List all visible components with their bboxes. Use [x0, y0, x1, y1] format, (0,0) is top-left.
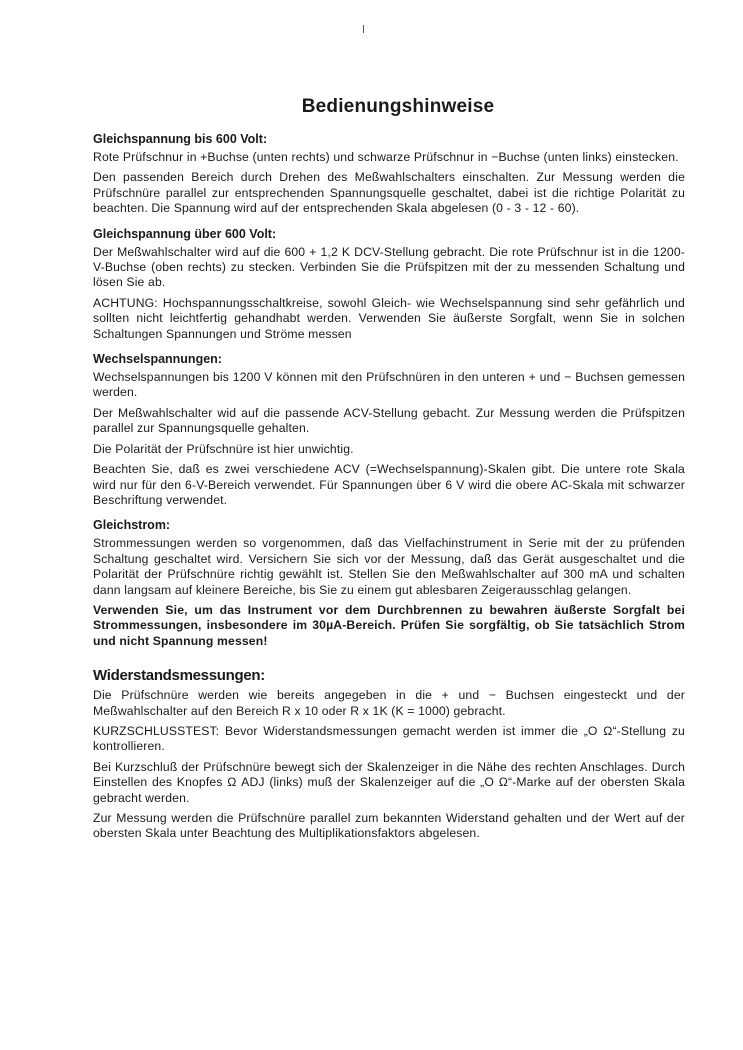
page-title: Bedienungshinweise [301, 96, 495, 117]
paragraph: Rote Prüfschnur in +Buchse (unten rechts) und schwarze Prüfschnur in −Buchse (unten links) einstecken. [93, 150, 679, 164]
paragraph: Die Polarität der Prüfschnüre ist hier unwichtig. [93, 441, 354, 456]
paragraph: Wechselspannungen bis 1200 V können mit den Prüfschnüren in den unteren + und − Buchsen gemessen werden. [93, 370, 685, 400]
paragraph: Zur Messung werden die Prüfschnüre parallel zum bekannten Widerstand gehalten und der Wert auf der obersten Skala unter Beachtung des Multiplikationsfaktors abgelesen. [93, 811, 685, 841]
section-dc-current [93, 518, 685, 649]
section-heading: Gleichstrom: [93, 518, 171, 533]
paragraph: Beachten Sie, daß es zwei verschiedene ACV (=Wechselspannung)-Skalen gibt. Die untere rote Skala wird nur für den 6-V-Bereich verwendet. Für Spannungen über 6 V wird die obere AC-Skala mit schwarzer Beschriftung verwendet. [93, 462, 685, 507]
warning-paragraph: ACHTUNG: Hochspannungsschaltkreise, sowohl Gleich- wie Wechselspannung sind sehr gefährlich und sollten nicht leichtfertig gehandhabt werden. Verwenden Sie äußerste Sorgfalt, wenn Sie in solchen Schaltungen Spannungen und Ströme messen [93, 295, 685, 341]
paragraph: Strommessungen werden so vorgenommen, daß das Vielfachinstrument in Serie mit der zu prüfenden Schaltung geschaltet wird. Versichern Sie sich vor der Messung, daß das Gerät ausgeschaltet und die Polarität der Prüfschnüre richtig gewählt ist. Stellen Sie den Meßwahlschalter auf 300 mA und schalten dann langsam auf kleinere Bereiche, bis Sie zu einem gut ablesbaren Zeigerausschlag gelangen. [93, 536, 685, 597]
section-ac-voltage [93, 352, 685, 508]
section-resistance [93, 667, 685, 842]
paragraph: Die Prüfschnüre werden wie bereits angegeben in die + und − Buchsen eingesteckt und der Meßwahlschalter auf den Bereich R x 10 oder R x 1K (K = 1000) gebracht. [93, 688, 685, 718]
paragraph: Der Meßwahlschalter wird auf die 600 + 1,2 K DCV-Stellung gebracht. Die rote Prüfschnur ist in die 1200-V-Buchse (oben rechts) zu stecken. Verbinden Sie die Prüfspitzen mit der zu messenden Schaltung und lösen Sie ab. [93, 244, 685, 290]
paragraph: Bei Kurzschluß der Prüfschnüre bewegt sich der Skalenzeiger in die Nähe des rechten Anschlages. Durch Einstellen des Knopfes Ω ADJ (links) muß der Skalenzeiger auf die „O Ω“-Marke auf der obersten Skala gebracht werden. [93, 759, 685, 805]
section-heading: Widerstandsmessungen: [93, 667, 265, 685]
instruction-page [93, 96, 685, 847]
section-heading: Wechselspannungen: [93, 352, 222, 367]
section-dc-under-600 [93, 132, 685, 217]
caution-paragraph: Verwenden Sie, um das Instrument vor dem Durchbrennen zu bewahren äußerste Sorgfalt bei Strommessungen, insbesondere im 30µA-Bereich. Prüfen Sie sorgfältig, ob Sie tatsächlich Strom und nicht Spannung messen! [93, 602, 685, 648]
paragraph: Der Meßwahlschalter wid auf die passende ACV-Stellung gebacht. Zur Messung werden die Prüfspitzen parallel zur Spannungsquelle gehalten. [93, 405, 685, 436]
section-heading: Gleichspannung bis 600 Volt: [93, 132, 268, 146]
paragraph: KURZSCHLUSSTEST: Bevor Widerstandsmessungen gemacht werden ist immer die „O Ω“-Stellung zu kontrollieren. [93, 723, 685, 754]
section-heading: Gleichspannung über 600 Volt: [93, 226, 277, 241]
scan-mark [363, 25, 364, 33]
section-dc-over-600 [93, 227, 685, 342]
paragraph: Den passenden Bereich durch Drehen des Meßwahlschalters einschalten. Zur Messung werden die Prüfschnüre parallel zur entsprechenden Spannungsquelle geschaltet, dabei ist die richtige Polarität zu beachten. Die Spannung wird auf der entsprechenden Skala abgelesen (0 - 3 - 12 - 60). [93, 170, 685, 216]
